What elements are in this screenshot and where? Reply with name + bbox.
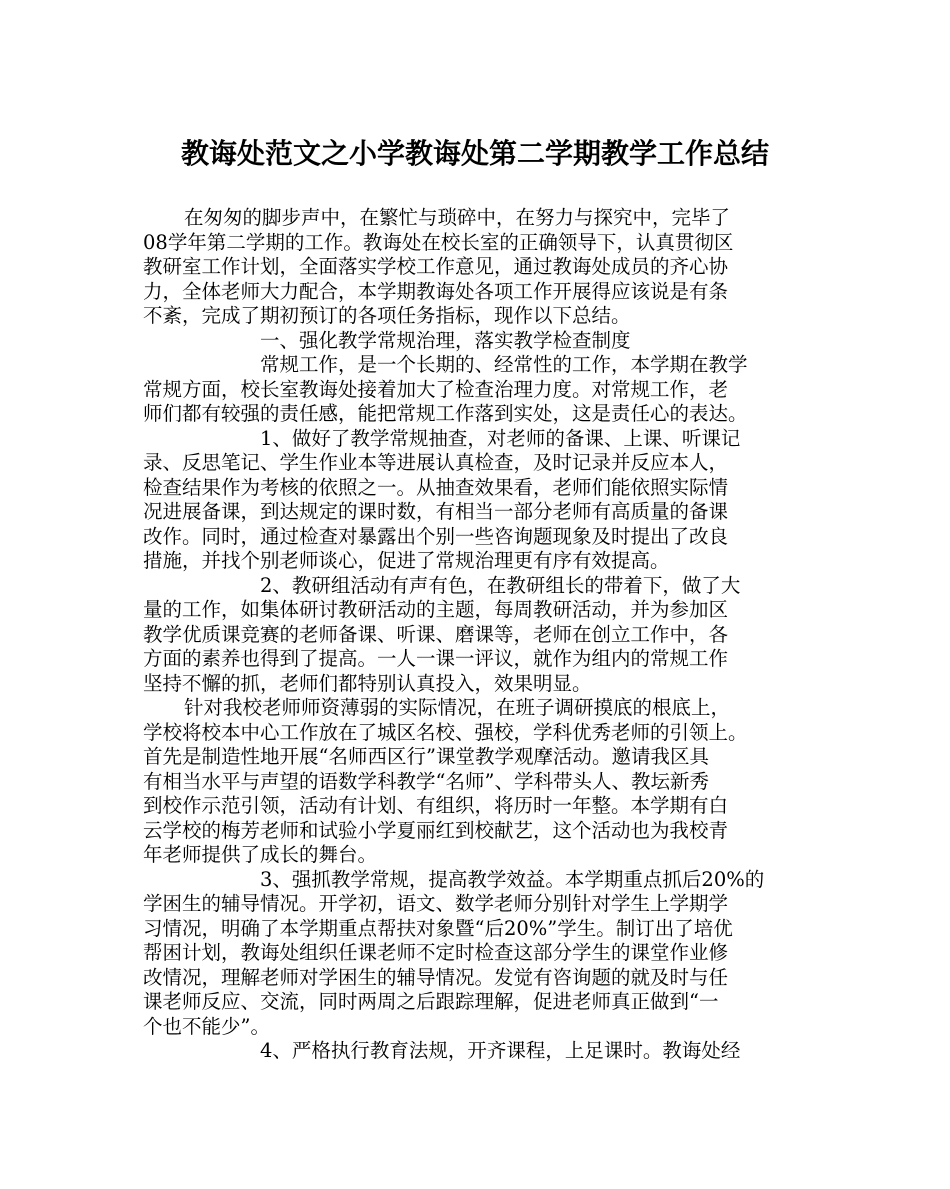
body-line: 录、反思笔记、学生作业本等进展认真检查，及时记录并反应本人， <box>143 451 729 474</box>
body-line: 云学校的梅芳老师和试验小学夏丽红到校献艺，这个活动也为我校青 <box>143 818 729 842</box>
body-line: 改作。同时，通过检查对暴露出个别一些咨询题现象及时提出了改良 <box>143 524 729 548</box>
body-line: 针对我校老师师资薄弱的实际情况，在班子调研摸底的根底上， <box>184 696 731 719</box>
body-line: 常规方面，校长室教诲处接着加大了检查治理力度。对常规工作，老 <box>143 377 729 401</box>
body-line: 1、做好了教学常规抽查，对老师的备课、上课、听课记 <box>260 426 741 450</box>
body-line: 量的工作，如集体研讨教研活动的主题，每周教研活动，并为参加区 <box>143 598 729 621</box>
document-title: 教诲处范文之小学教诲处第二学期教学工作总结 <box>180 137 769 170</box>
body-line: 首先是制造性地开展“名师西区行”课堂教学观摩活动。邀请我区具 <box>143 745 709 768</box>
body-line: 个也不能少”。 <box>143 1014 270 1038</box>
body-line: 一、强化教学常规治理，落实教学检查制度 <box>260 328 631 352</box>
body-line: 有相当水平与声望的语数学科教学“名师”、学科带头人、教坛新秀 <box>143 769 709 793</box>
body-line: 帮困计划，教诲处组织任课老师不定时检查这部分学生的课堂作业修 <box>143 941 729 964</box>
body-line: 教研室工作计划，全面落实学校工作意见，通过教诲处成员的齐心协 <box>143 255 729 278</box>
body-line: 学困生的辅导情况。开学初，语文、数学老师分别针对学生上学期学 <box>143 892 729 915</box>
body-line: 检查结果作为考核的依照之一。从抽查效果看，老师们能依照实际情 <box>143 475 729 499</box>
body-line: 改情况，理解老师对学困生的辅导情况。发觉有咨询题的就及时与任 <box>143 965 729 989</box>
body-line: 08学年第二学期的工作。教诲处在校长室的正确领导下，认真贯彻区 <box>143 230 734 254</box>
body-line: 2、教研组活动有声有色，在教研组长的带着下，做了大 <box>260 573 741 597</box>
body-line: 力，全体老师大力配合，本学期教诲处各项工作开展得应该说是有条 <box>143 279 729 303</box>
document-body <box>143 206 815 1064</box>
body-line: 况进展备课，到达规定的课时数，有相当一部分老师有高质量的备课 <box>143 500 729 523</box>
body-line: 措施，并找个别老师谈心，促进了常规治理更有序有效提高。 <box>143 549 670 572</box>
body-line: 学校将校本中心工作放在了城区名校、强校，学科优秀老师的引领上。 <box>143 720 748 744</box>
body-line: 习情况，明确了本学期重点帮扶对象暨“后20%”学生。制订出了培优 <box>143 916 733 940</box>
body-line: 年老师提供了成长的舞台。 <box>143 843 378 866</box>
body-line: 3、强抓教学常规，提高教学效益。本学期重点抓后20%的 <box>260 867 765 891</box>
body-line: 方面的素养也得到了提高。一人一课一评议，就作为组内的常规工作 <box>143 647 729 670</box>
body-line: 课老师反应、交流，同时两周之后跟踪理解，促进老师真正做到“一 <box>143 990 719 1013</box>
body-line: 教学优质课竞赛的老师备课、听课、磨课等，老师在创立工作中，各 <box>143 622 729 646</box>
body-line: 4、严格执行教育法规，开齐课程，上足课时。教诲处经 <box>260 1039 741 1062</box>
body-line: 坚持不懈的抓，老师们都特别认真投入，效果明显。 <box>143 671 592 695</box>
body-line: 师们都有较强的责任感，能把常规工作落到实处，这是责任心的表达。 <box>143 402 748 425</box>
body-line: 不紊，完成了期初预订的各项任务指标，现作以下总结。 <box>143 304 631 327</box>
body-line: 在匆匆的脚步声中，在繁忙与琐碎中，在努力与探究中，完毕了 <box>184 206 731 229</box>
body-line: 常规工作，是一个长期的、经常性的工作，本学期在教学 <box>260 353 748 376</box>
body-line: 到校作示范引领，活动有计划、有组织，将历时一年整。本学期有白 <box>143 794 729 817</box>
